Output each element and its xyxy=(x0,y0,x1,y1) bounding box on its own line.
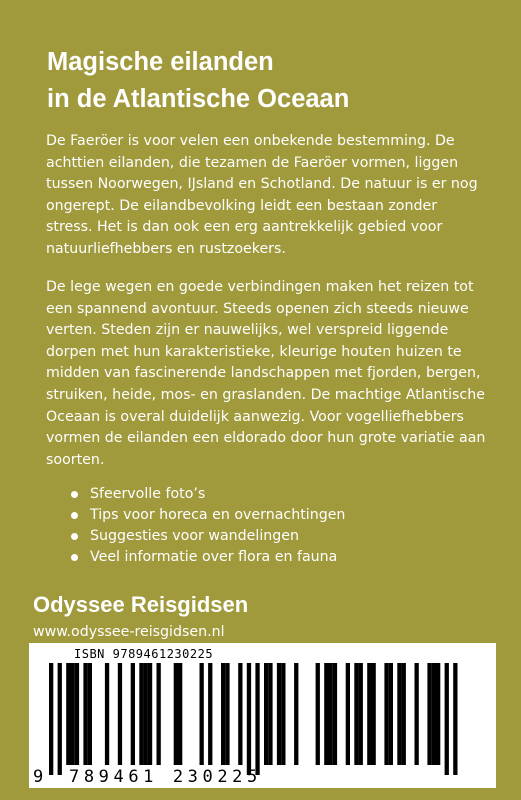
barcode-bar xyxy=(354,663,358,765)
list-item: Suggesties voor wandelingen xyxy=(70,526,345,547)
description-paragraph: De lege wegen en goede verbindingen maken het reizen tot een spannend avontuur. Steeds openen zich steeds nieuwe verten. Steden zijn er nauwelijks, wel verspreid liggende dorpen met hun karakteristieke, kleurige houten huizen te midden van fascinerende landschappen met fjorden, bergen, struiken, heide, mos- en graslanden. De machtige Atlantische Oceaan is overal duidelijk aanwezig. Voor vogelliefhebbers vormen de eilanden een eldorado door hun grote variatie aan soorten. xyxy=(46,279,486,468)
intro-paragraph: De Faeröer is voor velen een onbekende bestemming. De achttien eilanden, die tezamen de Faeröer vormen, liggen tussen Noorwegen, IJsland en Schotland. De natuur is er nog ongerept. De eilandbevolking leidt een bestaan zonder stress. Het is dan ook een erg aantrekkelijk gebied voor natuurliefhebbers en rustzoekers. xyxy=(46,133,478,257)
barcode-first-digit: 9 xyxy=(33,767,44,787)
barcode-bar xyxy=(281,663,285,765)
barcode-bar xyxy=(83,663,87,765)
barcode-bar xyxy=(294,663,298,765)
barcode-bar xyxy=(174,663,178,765)
list-item: Tips voor horeca en overnachtingen xyxy=(70,505,345,526)
barcode-bar xyxy=(432,663,436,765)
barcode-bar xyxy=(384,663,388,765)
barcode-bar xyxy=(157,663,161,765)
publisher-website: www.odyssee-reisgidsen.nl xyxy=(33,624,225,640)
barcode-bar xyxy=(71,663,75,765)
barcode-bar xyxy=(415,663,419,765)
isbn-label: ISBN 9789461230225 xyxy=(74,647,214,661)
barcode-bar xyxy=(208,663,212,765)
barcode-bar xyxy=(221,663,225,765)
barcode-bar xyxy=(329,663,333,765)
bullet-icon xyxy=(71,512,78,519)
barcode-bar xyxy=(453,663,457,775)
barcode-bar xyxy=(316,663,320,765)
barcode-bar xyxy=(148,663,152,765)
barcode-bar xyxy=(118,663,122,765)
barcode-bar xyxy=(66,663,70,765)
feature-list xyxy=(70,484,345,568)
barcode-bar xyxy=(139,663,143,765)
barcode-bar xyxy=(427,663,431,765)
book-title xyxy=(47,44,349,118)
bullet-icon xyxy=(71,491,78,498)
list-item: Sfeervolle foto’s xyxy=(70,484,345,505)
barcode-bar xyxy=(402,663,406,765)
barcode-bar xyxy=(131,663,135,765)
barcode-bar xyxy=(367,663,371,765)
barcode-bar xyxy=(372,663,376,765)
barcode-bar xyxy=(359,663,363,765)
barcode-bar xyxy=(333,663,337,765)
bullet-icon xyxy=(71,554,78,561)
barcode-bar xyxy=(49,663,53,775)
publisher-name: Odyssee Reisgidsen xyxy=(33,592,249,617)
barcode-bar xyxy=(346,663,350,765)
barcode-bar xyxy=(144,663,148,765)
isbn-barcode xyxy=(29,643,496,788)
barcode-digits: 789461 230225 xyxy=(69,767,262,787)
barcode-bar xyxy=(397,663,401,765)
barcode-bar xyxy=(58,663,62,775)
barcode-bar xyxy=(436,663,440,765)
barcode-bar xyxy=(389,663,393,765)
barcode-bar xyxy=(268,663,272,765)
barcode-bar xyxy=(178,663,182,765)
barcode-bar xyxy=(445,663,449,775)
barcode-bar xyxy=(238,663,242,765)
barcode-bar xyxy=(264,663,268,765)
barcode-bar xyxy=(247,663,251,775)
barcode-bar xyxy=(105,663,109,765)
bullet-icon xyxy=(71,533,78,540)
list-item: Veel informatie over flora en fauna xyxy=(70,547,345,568)
barcode-bar xyxy=(255,663,259,775)
title-line-2: in de Atlantische Oceaan xyxy=(47,85,350,113)
barcode-bar xyxy=(200,663,204,765)
barcode-bar xyxy=(88,663,92,765)
barcode-bar xyxy=(75,663,79,765)
barcode-bar xyxy=(324,663,328,765)
barcode-bar xyxy=(225,663,229,765)
title-line-1: Magische eilanden xyxy=(47,48,274,76)
barcode-bar xyxy=(277,663,281,765)
